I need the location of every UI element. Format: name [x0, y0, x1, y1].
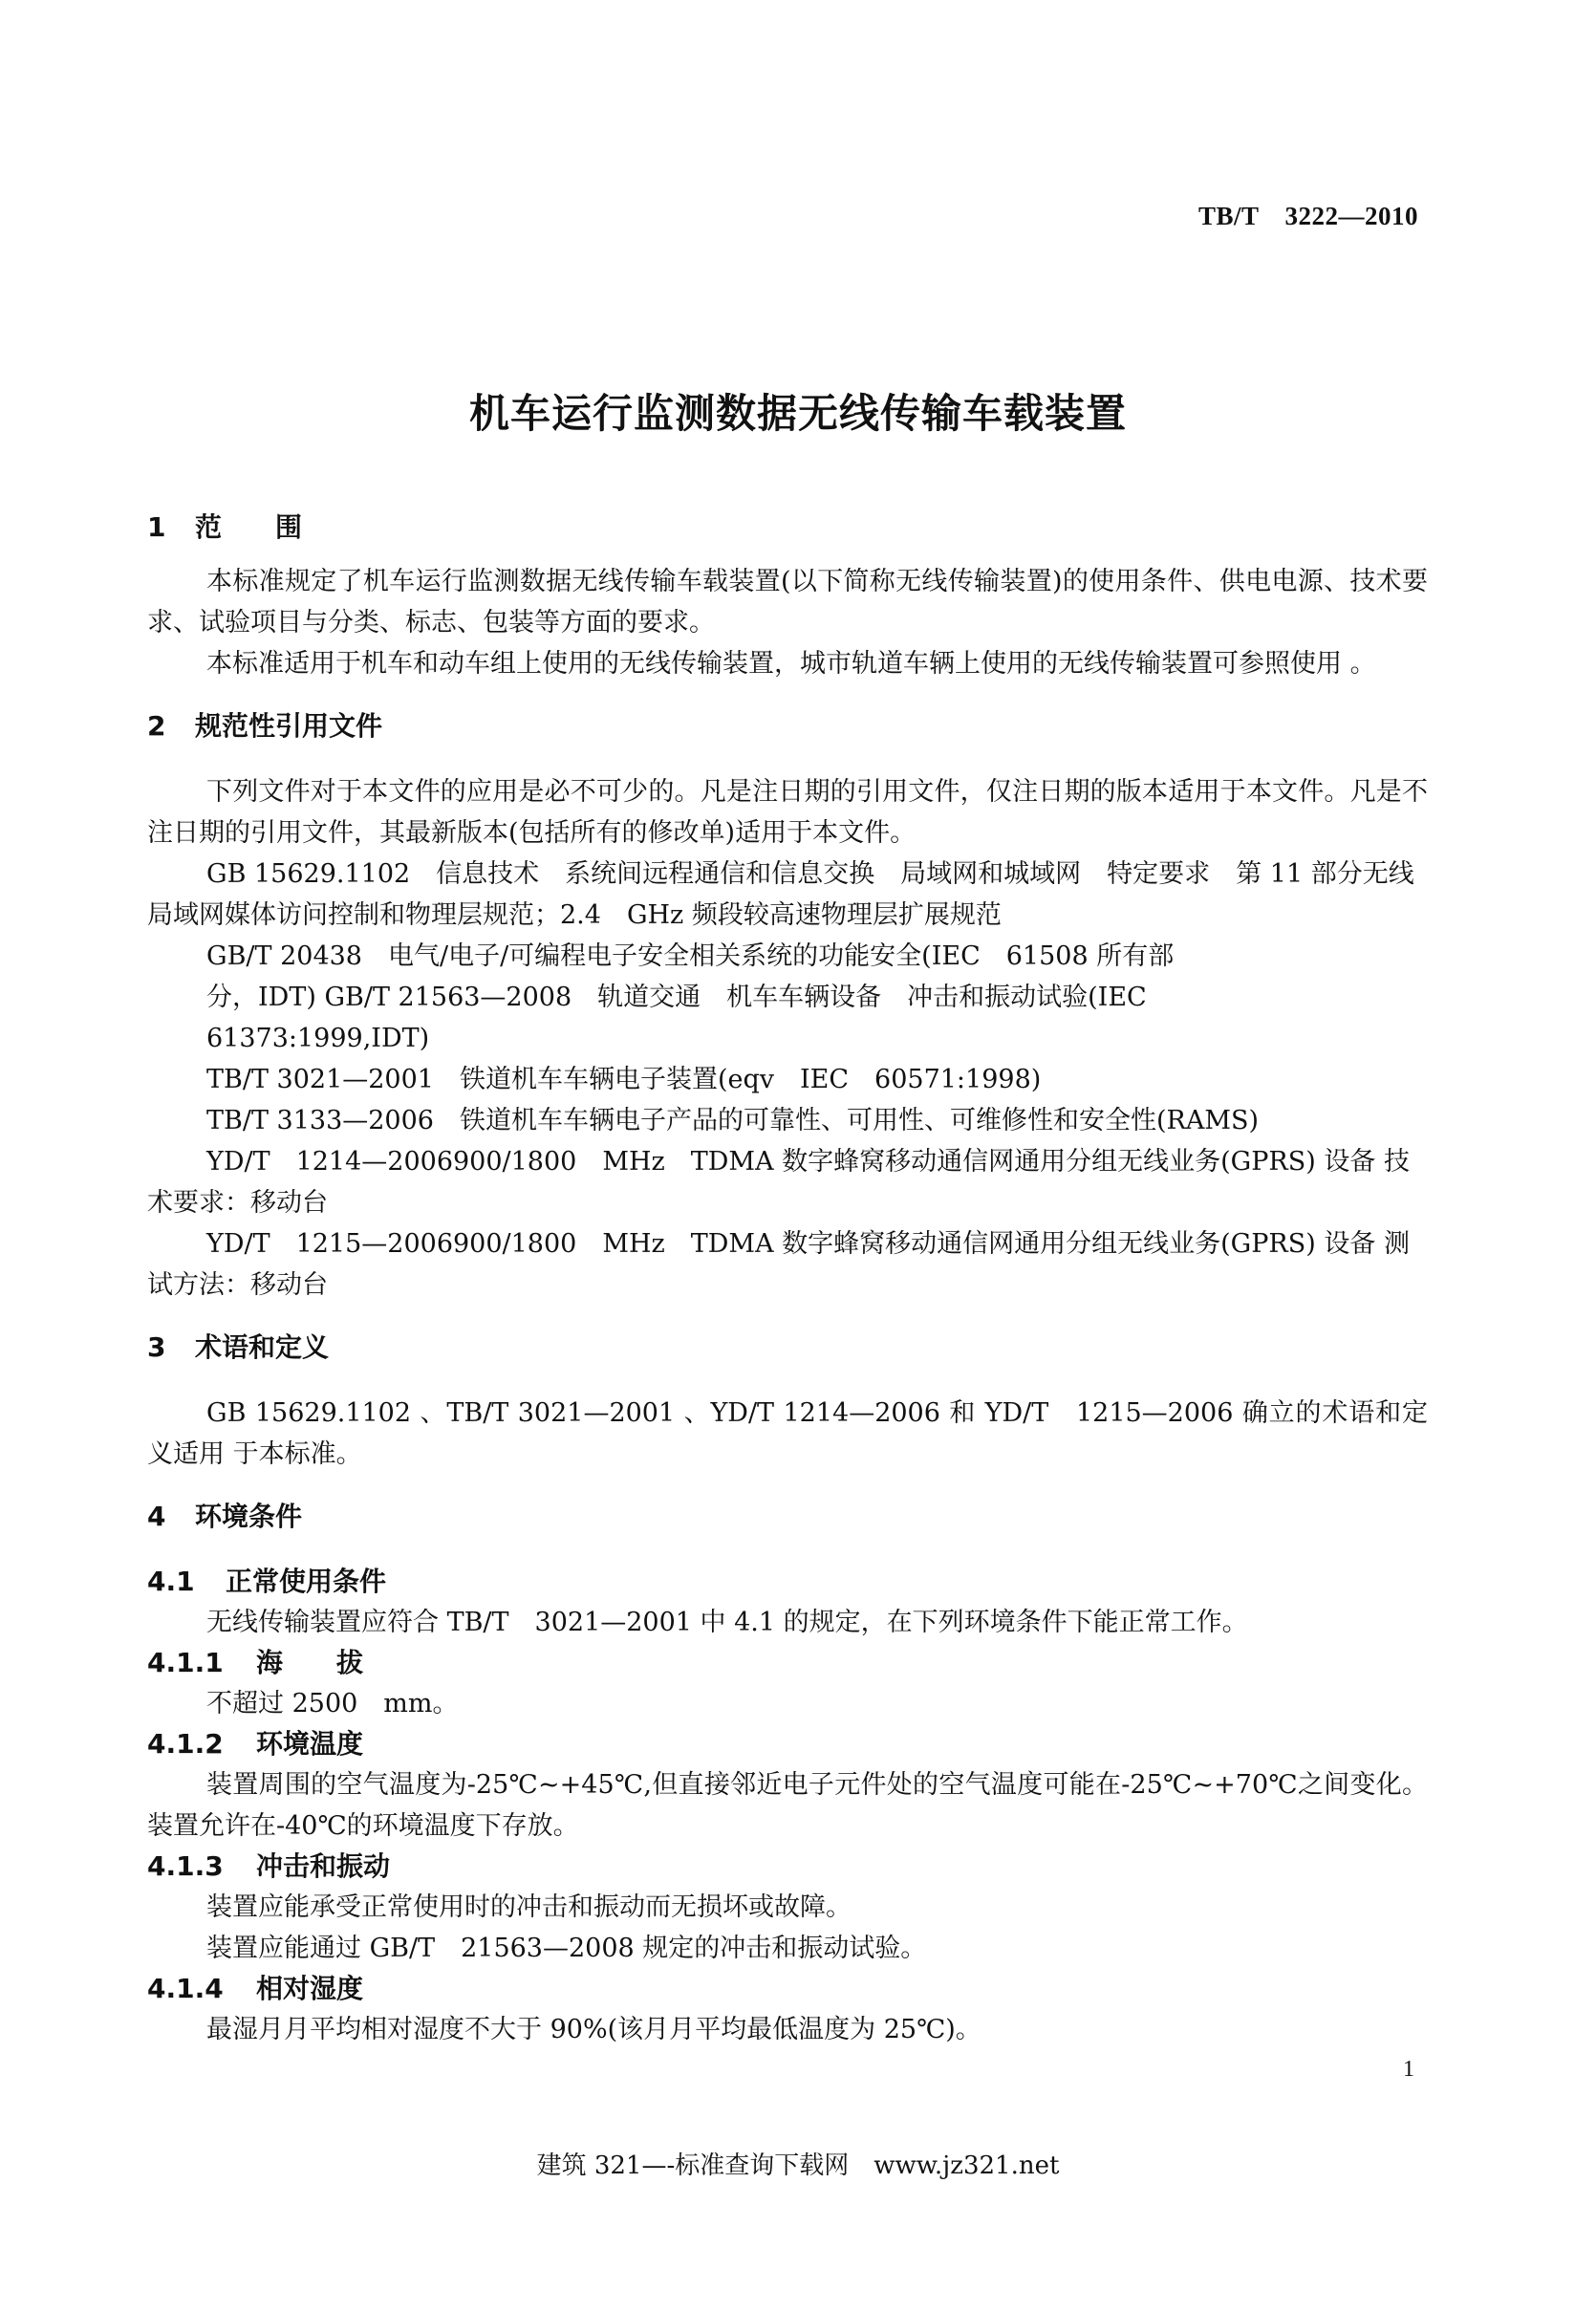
section-title: 环境条件	[195, 1501, 303, 1532]
subsection-number: 4.1.4	[147, 1973, 224, 2004]
subsection-title: 正常使用条件	[226, 1566, 387, 1597]
paragraph: 本标准规定了机车运行监测数据无线传输车载装置(以下简称无线传输装置)的使用条件、供电电源、技术要求、试验项目与分类、标志、包装等方面的要求。	[147, 567, 1428, 638]
section-2-heading	[147, 705, 1428, 746]
paragraph: 装置周围的空气温度为-25℃~+45℃,但直接邻近电子元件处的空气温度可能在-25℃~+70℃之间变化。装置允许在-40℃的环境温度下存放。	[147, 1770, 1428, 1841]
section-title: 范 围	[195, 511, 303, 543]
paragraph: 装置应能通过 GB/T 21563—2008 规定的冲击和振动试验。	[206, 1934, 927, 1963]
subsection-4-1-heading	[147, 1562, 1428, 1602]
subsection-number: 4.1.2	[147, 1728, 224, 1760]
paragraph: 本标准适用于机车和动车组上使用的无线传输装置，城市轨道车辆上使用的无线传输装置可参照使用 。	[206, 649, 1376, 679]
subsection-4-1-3-heading	[147, 1847, 1428, 1887]
reference-item: 分，IDT) GB/T 21563—2008 轨道交通 机车车辆设备 冲击和振动试验(IEC	[206, 983, 1147, 1012]
reference-item: GB/T 20438 电气/电子/可编程电子安全相关系统的功能安全(IEC 61508 所有部	[206, 941, 1175, 971]
section-number: 2	[147, 710, 166, 742]
paragraph: 下列文件对于本文件的应用是必不可少的。凡是注日期的引用文件，仅注日期的版本适用于本文件。凡是不注日期的引用文件，其最新版本(包括所有的修改单)适用于本文件。	[147, 777, 1428, 848]
reference-item: TB/T 3021—2001 铁道机车车辆电子装置(eqv IEC 60571:1998)	[206, 1065, 1042, 1094]
document-body	[147, 497, 1428, 2050]
standard-code: TB/T 3222—2010	[1197, 202, 1418, 230]
paragraph: 装置应能承受正常使用时的冲击和振动而无损坏或故障。	[206, 1892, 852, 1922]
reference-item: GB 15629.1102 信息技术 系统间远程通信和信息交换 局域网和城域网 特定要求 第 11 部分无线局域网媒体访问控制和物理层规范；2.4 GHz 频段较高速物理层扩展规范	[147, 859, 1414, 930]
document-title: 机车运行监测数据无线传输车载装置	[468, 390, 1127, 437]
section-title: 规范性引用文件	[195, 710, 383, 742]
subsection-4-1-4-heading	[147, 1969, 1428, 2009]
paragraph: 不超过 2500 mm。	[206, 1689, 459, 1719]
subsection-4-1-1-heading	[147, 1643, 1428, 1683]
section-1-heading	[147, 507, 1428, 548]
page-number: 1	[1403, 2057, 1414, 2082]
reference-item: YD/T 1214—2006900/1800 MHz TDMA 数字蜂窝移动通信网通用分组无线业务(GPRS) 设备 技术要求：移动台	[147, 1147, 1410, 1218]
paragraph: GB 15629.1102 、TB/T 3021—2001 、YD/T 1214—2006 和 YD/T 1215—2006 确立的术语和定义适用 于本标准。	[147, 1398, 1428, 1469]
reference-item: 61373:1999,IDT)	[206, 1024, 430, 1053]
footer-watermark: 建筑 321—-标准查询下载网 www.jz321.net	[536, 2151, 1060, 2180]
section-title: 术语和定义	[195, 1331, 330, 1363]
subsection-title: 冲击和振动	[256, 1850, 391, 1882]
section-number: 1	[147, 511, 166, 543]
section-number: 4	[147, 1501, 166, 1532]
subsection-title: 相对湿度	[256, 1973, 364, 2004]
paragraph: 无线传输装置应符合 TB/T 3021—2001 中 4.1 的规定，在下列环境条件下能正常工作。	[206, 1608, 1248, 1637]
section-3-heading	[147, 1327, 1428, 1368]
subsection-number: 4.1.1	[147, 1647, 224, 1678]
subsection-title: 环境温度	[256, 1728, 364, 1760]
reference-item: TB/T 3133—2006 铁道机车车辆电子产品的可靠性、可用性、可维修性和安全性(RAMS)	[206, 1106, 1260, 1135]
paragraph: 最湿月月平均相对湿度不大于 90%(该月月平均最低温度为 25℃)。	[206, 2015, 981, 2044]
subsection-4-1-2-heading	[147, 1724, 1428, 1764]
reference-item: YD/T 1215—2006900/1800 MHz TDMA 数字蜂窝移动通信网通用分组无线业务(GPRS) 设备 测试方法：移动台	[147, 1229, 1410, 1300]
subsection-number: 4.1.3	[147, 1850, 224, 1882]
subsection-number: 4.1	[147, 1566, 195, 1597]
section-number: 3	[147, 1331, 166, 1363]
section-4-heading	[147, 1496, 1428, 1537]
subsection-title: 海 拔	[256, 1647, 364, 1678]
